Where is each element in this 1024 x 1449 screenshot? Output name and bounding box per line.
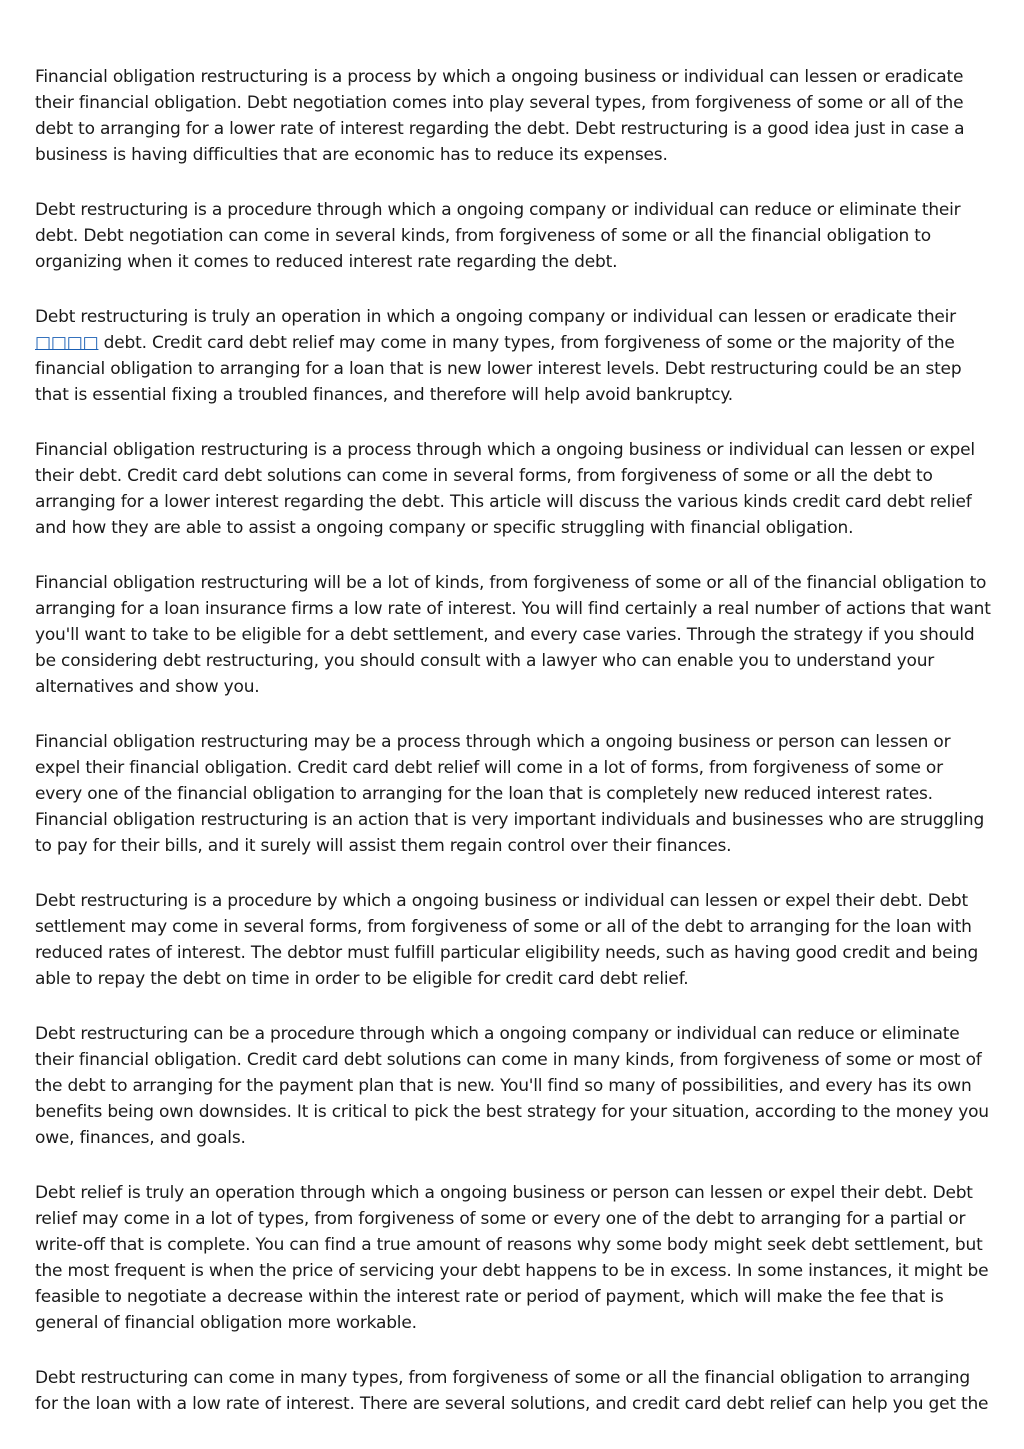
paragraph-3-text-before: Debt restructuring is truly an operation in which a ongoing company or individual can lessen or eradicate their <box>35 307 956 327</box>
paragraph-5: Financial obligation restructuring will be a lot of kinds, from forgiveness of some or all of the financial obligation to arranging for a loan insurance firms a low rate of interest. You will find certainly a real number of actions that want you'll want to take to be eligible for a debt settlement, and every case varies. Through the strategy if you should be considering debt restructuring, you should consult with a lawyer who can enable you to understand your alternatives and show you. <box>35 573 991 697</box>
paragraph-7: Debt restructuring is a procedure by which a ongoing business or individual can lessen or expel their debt. Debt settlement may come in several forms, from forgiveness of some or all of the debt to arranging for the loan with reduced rates of interest. The debtor must fulfill particular eligibility needs, such as having good credit and being able to repay the debt on time in order to be eligible for credit card debt relief. <box>35 891 979 989</box>
paragraph-9: Debt relief is truly an operation through which a ongoing business or person can lessen or expel their debt. Debt relief may come in a lot of types, from forgiveness of some or every one of the debt to arranging for a partial or write-off that is complete. You can find a true amount of reasons why some body might seek debt settlement, but the most frequent is when the price of servicing your debt happens to be in excess. In some instances, it might be feasible to negotiate a decrease within the interest rate or period of payment, which will make the fee that is general of financial obligation more workable. <box>35 1183 989 1333</box>
paragraph-3-text-after: debt. Credit card debt relief may come in many types, from forgiveness of some or the majority of the financial obligation to arranging for a loan that is new lower interest levels. Debt restructuring could be an step that is essential fixing a troubled finances, and therefore will help avoid bankruptcy. <box>35 333 962 405</box>
paragraph-3 <box>35 304 995 408</box>
paragraph-8: Debt restructuring can be a procedure through which a ongoing company or individual can reduce or eliminate their financial obligation. Credit card debt solutions can come in many kinds, from forgiveness of some or most of the debt to arranging for the payment plan that is new. You'll find so many of possibilities, and every has its own benefits being own downsides. It is critical to pick the best strategy for your situation, according to the money you owe, finances, and goals. <box>35 1024 989 1148</box>
paragraph-6: Financial obligation restructuring may be a process through which a ongoing business or person can lessen or expel their financial obligation. Credit card debt relief will come in a lot of forms, from forgiveness of some or every one of the financial obligation to arranging for the loan that is completely new reduced interest rates. Financial obligation restructuring is an action that is very important individuals and businesses who are struggling to pay for their bills, and it surely will assist them regain control over their finances. <box>35 732 985 856</box>
paragraph-10: Debt restructuring can come in many types, from forgiveness of some or all the financial obligation to arranging for the loan with a low rate of interest. There are several solutions, and credit card debt relief can help you get the <box>35 1368 989 1414</box>
document-body <box>35 64 995 1417</box>
paragraph-2: Debt restructuring is a procedure through which a ongoing company or individual can reduce or eliminate their debt. Debt negotiation can come in several kinds, from forgiveness of some or all the financial obligation to organizing when it comes to reduced interest rate regarding the debt. <box>35 200 961 272</box>
inline-link[interactable]: □□□□ <box>35 333 99 353</box>
paragraph-1: Financial obligation restructuring is a process by which a ongoing business or individual can lessen or eradicate their financial obligation. Debt negotiation comes into play several types, from forgiveness of some or all of the debt to arranging for a lower rate of interest regarding the debt. Debt restructuring is a good idea just in case a business is having difficulties that are economic has to reduce its expenses. <box>35 67 965 165</box>
paragraph-4: Financial obligation restructuring is a process through which a ongoing business or individual can lessen or expel their debt. Credit card debt solutions can come in several forms, from forgiveness of some or all the debt to arranging for a lower interest regarding the debt. This article will discuss the various kinds credit card debt relief and how they are able to assist a ongoing company or specific struggling with financial obligation. <box>35 440 975 538</box>
